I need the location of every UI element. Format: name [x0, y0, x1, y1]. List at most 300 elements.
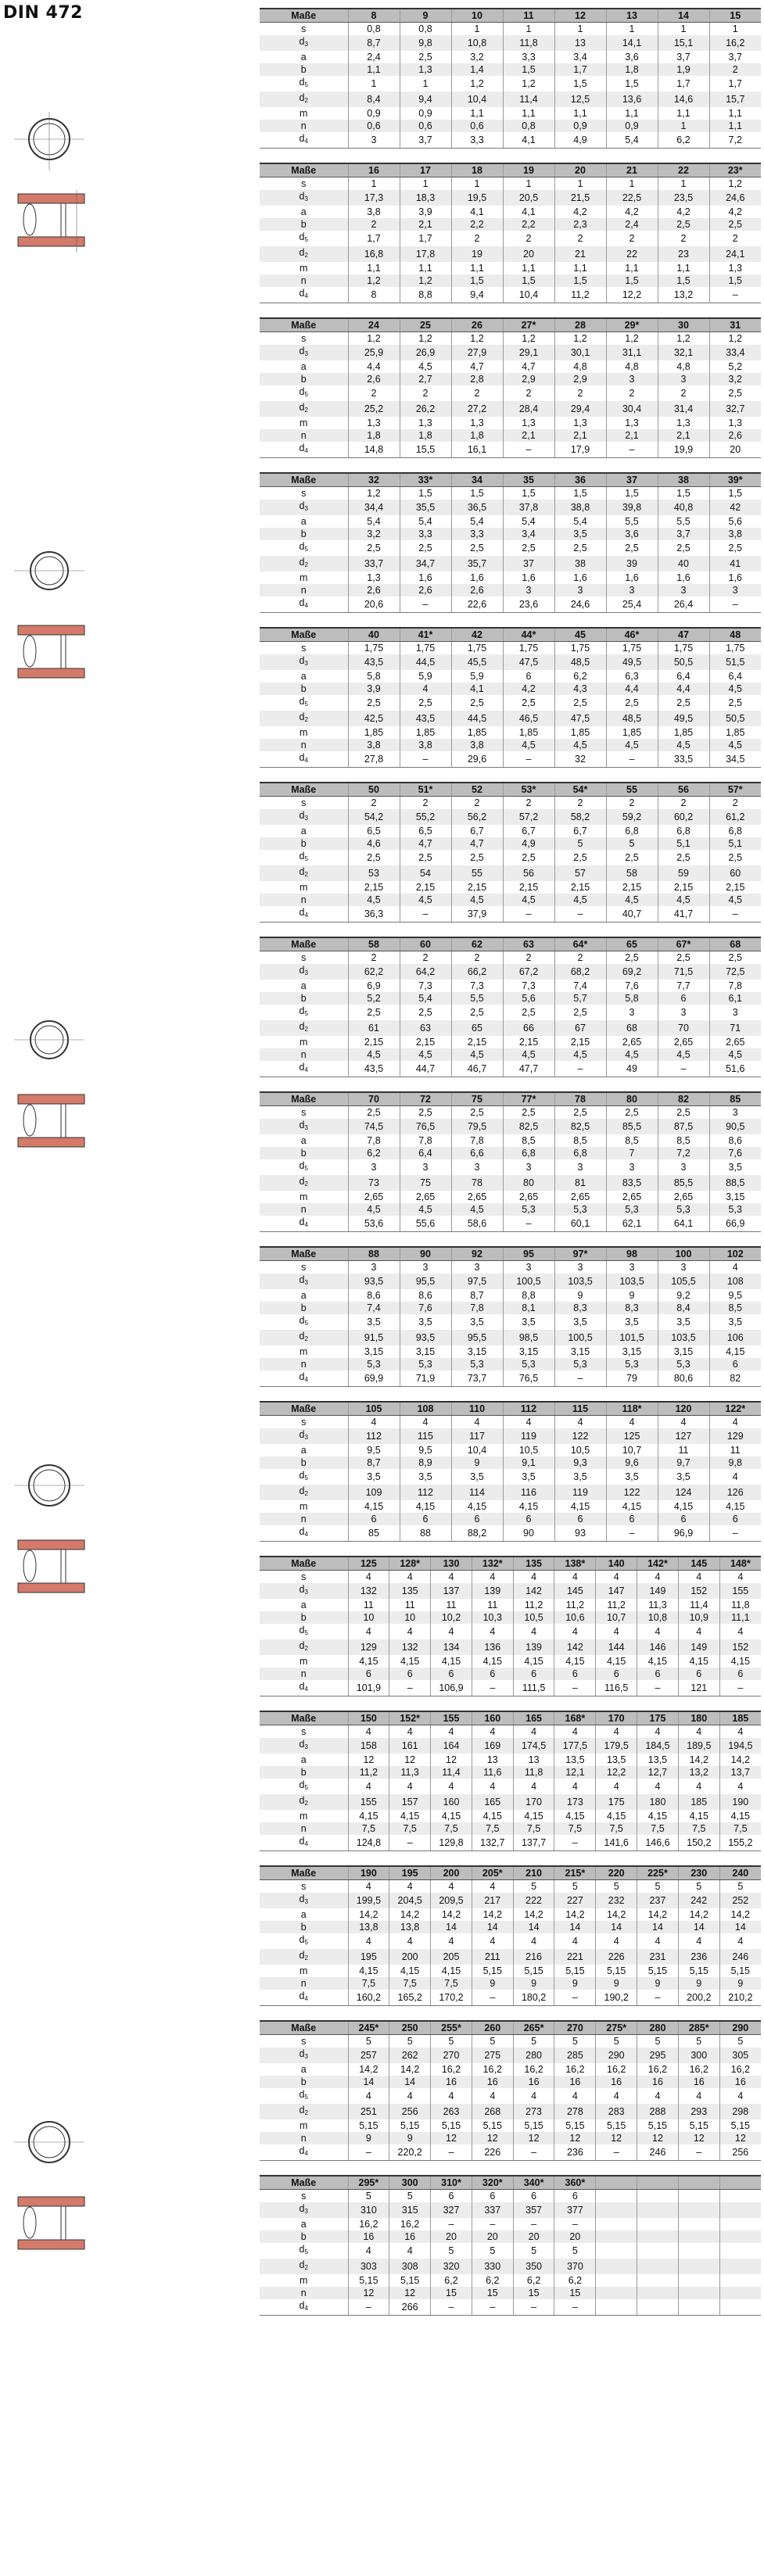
table-cell: 280 [513, 2048, 554, 2063]
table-cell: 4 [431, 1880, 472, 1893]
table-cell: 13,7 [719, 1766, 761, 1779]
table-row [260, 1754, 761, 1766]
row-label: s [260, 177, 348, 191]
table-cell: 303 [348, 2259, 389, 2274]
table-cell: 12,2 [596, 1766, 637, 1779]
row-label: $d_4$ [260, 442, 348, 458]
size-header: 11 [503, 9, 554, 23]
row-label: $d_5$ [260, 385, 348, 401]
table-cell: 6,5 [400, 825, 451, 837]
table-cell: 3,15 [451, 1345, 503, 1358]
table-cell: 5,3 [503, 1358, 554, 1370]
table-cell: 3,5 [400, 1314, 451, 1330]
table-cell: 14,2 [678, 1754, 719, 1766]
size-header: 112 [503, 1402, 554, 1416]
table-cell: 33,5 [658, 751, 709, 768]
table-cell: 62,2 [348, 964, 400, 980]
row-label: $d_3$ [260, 2048, 348, 2063]
table-cell: 4 [709, 1261, 761, 1274]
table-cell: 9,5 [709, 1289, 761, 1302]
table-cell: 377 [554, 2202, 596, 2218]
table-cell: 6,1 [709, 992, 761, 1005]
size-header: 180 [678, 1711, 719, 1725]
table-row [260, 429, 761, 442]
table-cell [637, 2274, 679, 2287]
table-cell: 4,5 [348, 1203, 400, 1216]
row-label: n [260, 1668, 348, 1680]
row-label: $d_2$ [260, 711, 348, 726]
table-cell: 5,15 [389, 2119, 431, 2132]
size-header: 60 [400, 937, 451, 951]
table-cell: 4,15 [709, 1345, 761, 1358]
table-cell: 357 [513, 2202, 554, 2218]
size-header: 225* [637, 1866, 679, 1880]
table-cell: 41,7 [658, 906, 709, 923]
table-cell: 16,2 [719, 2063, 761, 2076]
table-cell: 6 [431, 2190, 472, 2203]
table-cell: 4,5 [451, 1203, 503, 1216]
table-cell: 7,8 [451, 1134, 503, 1147]
row-label: a [260, 825, 348, 837]
table-cell: 10,4 [451, 1444, 503, 1456]
table-cell: 14 [472, 1921, 513, 1933]
table-cell [678, 2299, 719, 2316]
table-cell: 16 [637, 2076, 679, 2088]
table-cell: 3,15 [606, 1345, 658, 1358]
table-cell: 1,5 [554, 487, 606, 500]
table-cell: 103,5 [658, 1330, 709, 1345]
size-header: 90 [400, 1247, 451, 1261]
table-cell: 2,5 [709, 951, 761, 965]
header-label: Maße [260, 1092, 348, 1106]
table-cell: 1,5 [709, 487, 761, 500]
table-cell: 61 [348, 1020, 400, 1036]
table-cell: 3,8 [348, 206, 400, 218]
table-cell: 2,1 [503, 429, 554, 442]
row-label: s [260, 1725, 348, 1739]
table-cell: 5 [596, 1880, 637, 1893]
row-label: $d_3$ [260, 1274, 348, 1289]
ring-drawing-medium-b [6, 1009, 96, 1181]
table-row [260, 1571, 761, 1584]
table-cell: 10 [389, 1611, 431, 1624]
table-cell: 15 [554, 2287, 596, 2299]
table-cell: 2,65 [658, 1036, 709, 1048]
table-cell: 6,2 [554, 2274, 596, 2287]
table-cell: 226 [596, 1949, 637, 1965]
table-cell: 1,1 [606, 107, 658, 120]
table-cell: 10,9 [678, 1611, 719, 1624]
table-cell: 4 [472, 2088, 513, 2104]
table-cell: – [348, 2144, 389, 2161]
table-cell: 2,5 [503, 1005, 554, 1020]
table-cell: 150,2 [678, 1835, 719, 1851]
table-row [260, 1822, 761, 1835]
table-cell: 1,1 [503, 262, 554, 274]
table-cell: 4 [389, 1880, 431, 1893]
table-cell: 9,5 [400, 1444, 451, 1456]
table-cell: 1,85 [451, 726, 503, 739]
table-cell: 2,4 [348, 51, 400, 63]
table-cell: 127 [658, 1428, 709, 1444]
table-cell: – [554, 1835, 596, 1851]
table-cell: 3 [658, 1261, 709, 1274]
table-cell: 3,5 [400, 1469, 451, 1485]
table-cell: 4 [348, 1624, 389, 1639]
table-row [260, 1639, 761, 1655]
size-header: 148* [719, 1557, 761, 1571]
table-cell: 14 [596, 1921, 637, 1933]
table-cell: – [513, 2144, 554, 2161]
row-label: b [260, 218, 348, 231]
table-cell: 4,5 [400, 360, 451, 373]
table-cell: 1 [400, 76, 451, 91]
table-cell: 5 [513, 2243, 554, 2259]
table-cell: 8 [348, 287, 400, 303]
table-cell: 2,6 [400, 584, 451, 597]
table-row [260, 1330, 761, 1345]
table-cell [678, 2218, 719, 2230]
table-row [260, 1599, 761, 1611]
row-label: $d_4$ [260, 751, 348, 768]
table-cell: 6 [348, 1668, 389, 1680]
table-cell: 3,5 [554, 528, 606, 540]
table-cell: 60 [709, 865, 761, 881]
table-cell: 1,2 [348, 274, 400, 287]
table-cell: 8,7 [348, 1456, 400, 1469]
table-cell: 1,7 [658, 76, 709, 91]
table-cell: 3,2 [348, 528, 400, 540]
row-label: $d_3$ [260, 190, 348, 206]
table-row [260, 964, 761, 980]
table-cell: 7,8 [709, 980, 761, 992]
table-cell: 15 [472, 2287, 513, 2299]
table-cell: 2,6 [348, 584, 400, 597]
dimension-table [260, 8, 761, 149]
table-cell: 251 [348, 2104, 389, 2119]
table-cell: 27,2 [451, 401, 503, 417]
table-cell: 13 [472, 1754, 513, 1766]
table-row [260, 332, 761, 346]
table-cell: 4,2 [503, 683, 554, 695]
table-cell: 14,2 [389, 1908, 431, 1921]
table-cell: 4 [596, 2088, 637, 2104]
table-cell: 285 [554, 2048, 596, 2063]
table-cell: 3,2 [709, 373, 761, 385]
row-label: $d_3$ [260, 964, 348, 980]
table-cell: 12,5 [554, 91, 606, 107]
table-cell: 16 [472, 2076, 513, 2088]
table-cell: 330 [472, 2259, 513, 2274]
table-cell: 8,3 [554, 1302, 606, 1314]
row-label: $d_3$ [260, 1428, 348, 1444]
size-header: 53* [503, 783, 554, 797]
table-cell: 1,5 [554, 274, 606, 287]
table-cell: 9,4 [451, 287, 503, 303]
table-cell: 14,2 [637, 1908, 679, 1921]
size-header: 175 [637, 1711, 679, 1725]
table-cell: 47,5 [554, 711, 606, 726]
table-cell: 180,2 [513, 1990, 554, 2006]
table-cell: 4,5 [451, 894, 503, 906]
table-cell: 205 [431, 1949, 472, 1965]
table-cell: 64,1 [658, 1216, 709, 1232]
table-cell [637, 2299, 679, 2316]
table-cell: 15,5 [400, 442, 451, 458]
table-cell: 1,75 [503, 642, 554, 655]
table-cell: 6,3 [606, 670, 658, 683]
table-cell: 54 [400, 865, 451, 881]
table-header-row [260, 318, 761, 332]
table-cell: 6 [513, 2190, 554, 2203]
table-cell: 4 [554, 1571, 596, 1584]
table-cell: 2,5 [451, 695, 503, 711]
table-cell: 43,5 [348, 1061, 400, 1077]
table-cell: 142 [513, 1583, 554, 1599]
table-cell: 3,15 [348, 1345, 400, 1358]
table-cell: 283 [596, 2104, 637, 2119]
table-row [260, 63, 761, 76]
table-cell: 6,7 [451, 825, 503, 837]
table-cell: 4,5 [709, 1048, 761, 1061]
table-cell: 1,85 [503, 726, 554, 739]
table-cell: 4,4 [658, 683, 709, 695]
row-label: $d_2$ [260, 2104, 348, 2119]
table-cell: 3 [400, 1261, 451, 1274]
table-cell: – [637, 1680, 679, 1696]
table-cell: – [389, 1835, 431, 1851]
header-label: Maße [260, 9, 348, 23]
size-header: 97* [554, 1247, 606, 1261]
table-cell: 51,5 [709, 654, 761, 670]
table-cell: 2 [658, 385, 709, 401]
table-cell: 1,5 [400, 487, 451, 500]
table-cell: 0,8 [503, 120, 554, 132]
table-header-row [260, 2021, 761, 2035]
header-label: Maße [260, 1866, 348, 1880]
table-cell: 1 [348, 76, 400, 91]
table-cell: 12 [596, 2132, 637, 2144]
table-cell: 190 [719, 1794, 761, 1810]
table-cell: 23 [658, 246, 709, 262]
table-cell: 4,15 [596, 1810, 637, 1822]
dimension-table [260, 1091, 761, 1232]
table-cell: 4 [719, 1725, 761, 1739]
table-cell: 71,5 [658, 964, 709, 980]
table-cell: 88,5 [709, 1175, 761, 1191]
table-cell: – [503, 1216, 554, 1232]
table-cell: 16 [431, 2076, 472, 2088]
table-cell: 3,3 [400, 528, 451, 540]
size-header: 55 [606, 783, 658, 797]
dimension-table [260, 1865, 761, 2006]
table-row [260, 540, 761, 556]
table-cell: 3 [709, 584, 761, 597]
table-cell: 4,5 [606, 1048, 658, 1061]
table-cell: 4,15 [472, 1655, 513, 1668]
row-label: b [260, 992, 348, 1005]
table-cell: 1,1 [348, 262, 400, 274]
table-cell: 65 [451, 1020, 503, 1036]
row-label: a [260, 1444, 348, 1456]
table-cell: 5 [389, 2035, 431, 2048]
table-cell: 6 [678, 1668, 719, 1680]
table-cell: – [709, 597, 761, 613]
table-row [260, 1119, 761, 1134]
row-label: $d_4$ [260, 1990, 348, 2006]
row-label: n [260, 1203, 348, 1216]
row-label: $d_4$ [260, 597, 348, 613]
table-cell: 16,1 [451, 442, 503, 458]
table-cell: 2,5 [348, 1106, 400, 1120]
table-cell: 46,7 [451, 1061, 503, 1077]
row-label: n [260, 274, 348, 287]
table-cell: 60,1 [554, 1216, 606, 1232]
table-cell: 1,6 [709, 571, 761, 584]
table-cell: 1,75 [400, 642, 451, 655]
table-cell: 275 [472, 2048, 513, 2063]
table-row [260, 1680, 761, 1696]
table-cell: 2,15 [658, 881, 709, 894]
table-cell: 20 [513, 2230, 554, 2243]
size-header: 155 [431, 1711, 472, 1725]
dimension-table [260, 1711, 761, 1851]
table-cell [596, 2299, 637, 2316]
table-cell: 12 [348, 1754, 389, 1766]
table-cell: 4,15 [606, 1500, 658, 1513]
size-header: 26 [451, 318, 503, 332]
table-cell: 39,8 [606, 500, 658, 515]
table-cell: 2,5 [658, 850, 709, 865]
table-cell: 1 [554, 177, 606, 191]
table-cell: 1,1 [503, 107, 554, 120]
table-cell: 43,5 [348, 654, 400, 670]
table-cell: 1,75 [451, 642, 503, 655]
table-cell: 129 [348, 1639, 389, 1655]
size-header: 130 [431, 1557, 472, 1571]
table-cell: 1 [400, 177, 451, 191]
table-cell: 3 [606, 1159, 658, 1175]
table-cell: 4 [348, 2088, 389, 2104]
table-cell: 12 [719, 2132, 761, 2144]
table-cell: 4,7 [503, 360, 554, 373]
table-cell: 232 [596, 1893, 637, 1908]
table-cell: 7,6 [400, 1302, 451, 1314]
table-cell: 6,7 [503, 825, 554, 837]
table-header-row [260, 473, 761, 487]
table-cell: 184,5 [637, 1738, 679, 1754]
table-cell: 49,5 [658, 711, 709, 726]
table-cell: 5,9 [451, 670, 503, 683]
size-header: 31 [709, 318, 761, 332]
size-header [637, 2176, 679, 2190]
table-cell: 173 [554, 1794, 596, 1810]
table-row [260, 951, 761, 965]
table-cell: 20,6 [348, 597, 400, 613]
table-cell: 12 [678, 2132, 719, 2144]
table-cell: 111,5 [513, 1680, 554, 1696]
table-cell: 3,8 [348, 739, 400, 751]
table-cell: 4 [472, 1624, 513, 1639]
table-cell: 5 [554, 2243, 596, 2259]
table-cell: 1,2 [554, 332, 606, 346]
table-cell: 5 [637, 1880, 679, 1893]
table-cell: 13,5 [554, 1754, 596, 1766]
table-row [260, 120, 761, 132]
dimension-table [260, 2020, 761, 2161]
table-cell: 6 [389, 1668, 431, 1680]
table-cell: 136 [472, 1639, 513, 1655]
table-cell: 1,85 [348, 726, 400, 739]
table-cell: 1 [503, 23, 554, 36]
table-cell: 1,6 [554, 571, 606, 584]
size-header: 190 [348, 1866, 389, 1880]
table-header-row [260, 1711, 761, 1725]
table-cell: 122 [554, 1428, 606, 1444]
table-cell: 2,1 [658, 429, 709, 442]
row-label: s [260, 2190, 348, 2203]
table-cell: 1,1 [451, 262, 503, 274]
table-cell: 2,5 [451, 850, 503, 865]
table-cell: 4 [348, 1779, 389, 1794]
table-cell: 4,5 [554, 894, 606, 906]
table-cell: 4,15 [348, 1810, 389, 1822]
table-cell: 126 [709, 1485, 761, 1500]
row-label: n [260, 739, 348, 751]
table-cell: 1,8 [400, 429, 451, 442]
size-header: 40 [348, 628, 400, 642]
table-cell: 115 [400, 1428, 451, 1444]
table-cell: 4,15 [348, 1655, 389, 1668]
table-cell: 3,5 [348, 1314, 400, 1330]
table-cell [637, 2218, 679, 2230]
table-cell: 5 [431, 2243, 472, 2259]
table-cell: 54,2 [348, 809, 400, 825]
table-row [260, 1314, 761, 1330]
table-cell: 179,5 [596, 1738, 637, 1754]
table-cell: 69,2 [606, 964, 658, 980]
table-cell: 4 [389, 2243, 431, 2259]
row-label: s [260, 1571, 348, 1584]
size-header: 300 [389, 2176, 431, 2190]
table-cell: 3,5 [503, 1314, 554, 1330]
size-header: 58 [348, 937, 400, 951]
row-label: $d_3$ [260, 500, 348, 515]
size-header: 30 [658, 318, 709, 332]
row-label: $d_2$ [260, 1639, 348, 1655]
table-cell: – [472, 1990, 513, 2006]
table-cell: 3,4 [554, 51, 606, 63]
table-cell: 20 [709, 442, 761, 458]
table-row [260, 2048, 761, 2063]
table-row [260, 739, 761, 751]
table-cell: 3,5 [606, 1314, 658, 1330]
table-cell: 1,75 [606, 642, 658, 655]
table-cell: 8,6 [400, 1289, 451, 1302]
table-row [260, 980, 761, 992]
table-cell: 0,9 [606, 120, 658, 132]
table-cell: 5,3 [658, 1203, 709, 1216]
table-cell: 3,5 [348, 1469, 400, 1485]
size-header: 78 [554, 1092, 606, 1106]
table-cell: 6,2 [513, 2274, 554, 2287]
table-row [260, 2132, 761, 2144]
table-cell: 210,2 [719, 1990, 761, 2006]
table-header-row [260, 1247, 761, 1261]
table-cell: 2 [606, 797, 658, 810]
table-cell: 1,1 [554, 262, 606, 274]
table-cell: 35,7 [451, 556, 503, 571]
